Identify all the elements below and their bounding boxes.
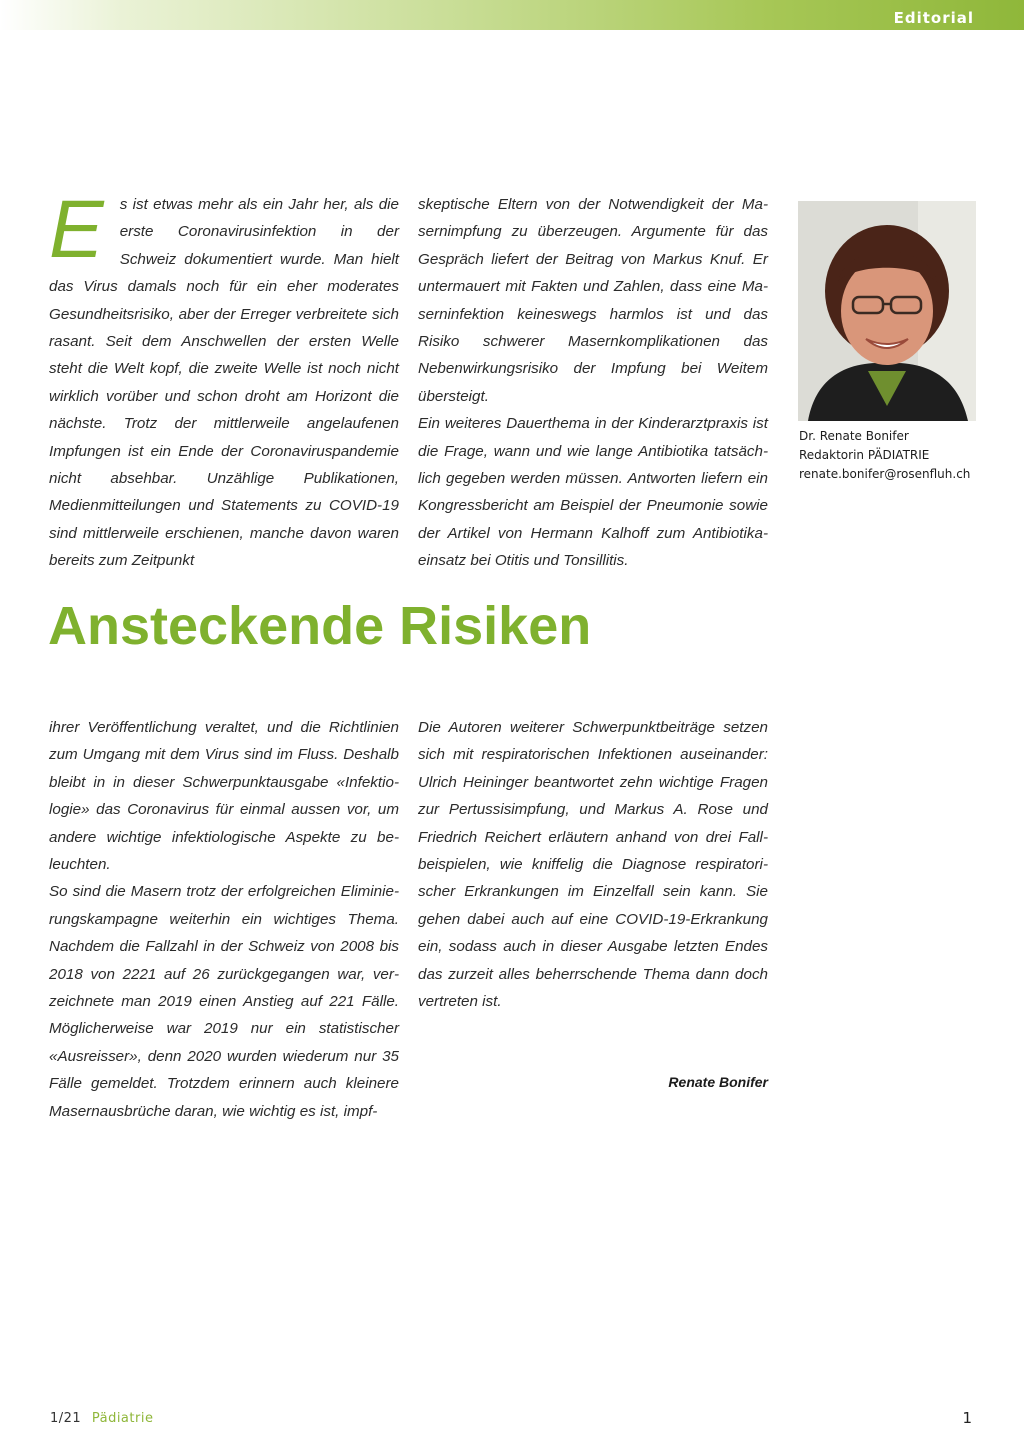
- body-paragraph: Die Autoren weiterer Schwerpunktbeiträge setzen sich mit respiratorischen Infektionen auseinander: Ulrich Heininger beantwortet zehn wichtige Fragen zur Pertussisimpfung, und Markus A. Rose und Friedrich Reichert erläutern anhand von drei Fallbeispielen, wie kniffelig die Diagnose respiratorischer Erkrankungen im Einzelfall sein kann. Sie gehen dabei auch auf eine COVID-19-Erkrankung ein, sodass auch in dieser Ausgabe letzten Endes das zurzeit alles beherrschende Thema dann doch vertreten ist.: [418, 719, 768, 1011]
- article-headline: Ansteckende Risiken: [48, 596, 592, 656]
- author-role: Redaktorin PÄDIATRIE: [799, 448, 930, 462]
- intro-paragraph: s ist etwas mehr als ein Jahr her, als die erste Coronavirusinfektion in der Schweiz dokumentiert wurde. Man hielt das Virus damals noch für ein eher moderates Gesundheitsrisiko, aber der Erreger verbreitete sich rasant. Seit dem Anschwellen der ersten Welle steht die Welt kopf, die zweite Welle ist noch nicht wirklich vorüber und schon droht am Horizont die nächste. Trotz der mittlerweile angelaufenen Impfungen ist ein Ende der Coronaviruspandemie nicht absehbar. Unzählige Publikationen, Medienmitteilungen und Statements zu COVID-19 sind mittlerweile erschienen, manche davon waren bereits zum Zeitpunkt: [49, 196, 399, 570]
- author-email[interactable]: renate.bonifer@rosenfluh.ch: [799, 467, 971, 481]
- issue-number: 1/21: [50, 1411, 82, 1426]
- signature: Renate Bonifer: [668, 1074, 768, 1090]
- body-column-right: [418, 714, 768, 1015]
- body-paragraph: So sind die Masern trotz der erfolgreichen Eliminierungskampagne weiterhin ein wichtiges Thema. Nachdem die Fallzahl in der Schweiz von 2008 bis 2018 von 2221 auf 26 zurückgegangen war, verzeichnete man 2019 einen Anstieg auf 221 Fälle. Möglicherweise war 2019 nur ein statistischer «Ausreisser», denn 2020 wurden wiederum nur 35 Fälle gemeldet. Trotzdem erinnern auch kleinere Masernausbrüche daran, wie wichtig es ist, impf-: [49, 883, 399, 1120]
- section-label: Editorial: [893, 9, 974, 27]
- drop-cap: E: [49, 184, 104, 275]
- antibiotics-paragraph: Ein weiteres Dauerthema in der Kinderarztpraxis ist die Frage, wann und wie lange Antibiotika tatsächlich gegeben werden müssen. Antworten liefern ein Kongressbericht am Beispiel der Pneumonie sowie der Artikel von Hermann Kalhoff zum Antibiotikaeinsatz bei Otitis und Tonsillitis.: [418, 415, 768, 570]
- author-name: Dr. Renate Bonifer: [799, 429, 909, 443]
- portrait-image: [798, 201, 976, 421]
- author-portrait: [798, 201, 976, 421]
- body-column-left: [49, 714, 399, 1125]
- intro-column-right: [418, 191, 768, 575]
- intro-column-left: [49, 184, 399, 575]
- magazine-name: Pädiatrie: [91, 1411, 154, 1426]
- footer-issue-info: [50, 1411, 153, 1426]
- page-number: 1: [962, 1409, 972, 1427]
- author-caption: [799, 427, 999, 484]
- header-bar: [0, 0, 1024, 30]
- measles-paragraph: skeptische Eltern von der Notwendigkeit der Masernimpfung zu überzeugen. Argumente für das Gespräch liefert der Beitrag von Markus Knuf. Er untermauert mit Fakten und Zahlen, dass eine Maserninfektion keineswegs harmlos ist und das Risiko schwerer Masernkomplikationen das Nebenwirkungsrisiko der Impfung bei Weitem übersteigt.: [418, 196, 768, 405]
- body-paragraph: ihrer Veröffentlichung veraltet, und die Richtlinien zum Umgang mit dem Virus sind im Fluss. Deshalb bleibt in in dieser Schwerpunktausgabe «Infektiologie» das Coronavirus für einmal aussen vor, um andere wichtige infektiologische Aspekte zu beleuchten.: [49, 719, 399, 874]
